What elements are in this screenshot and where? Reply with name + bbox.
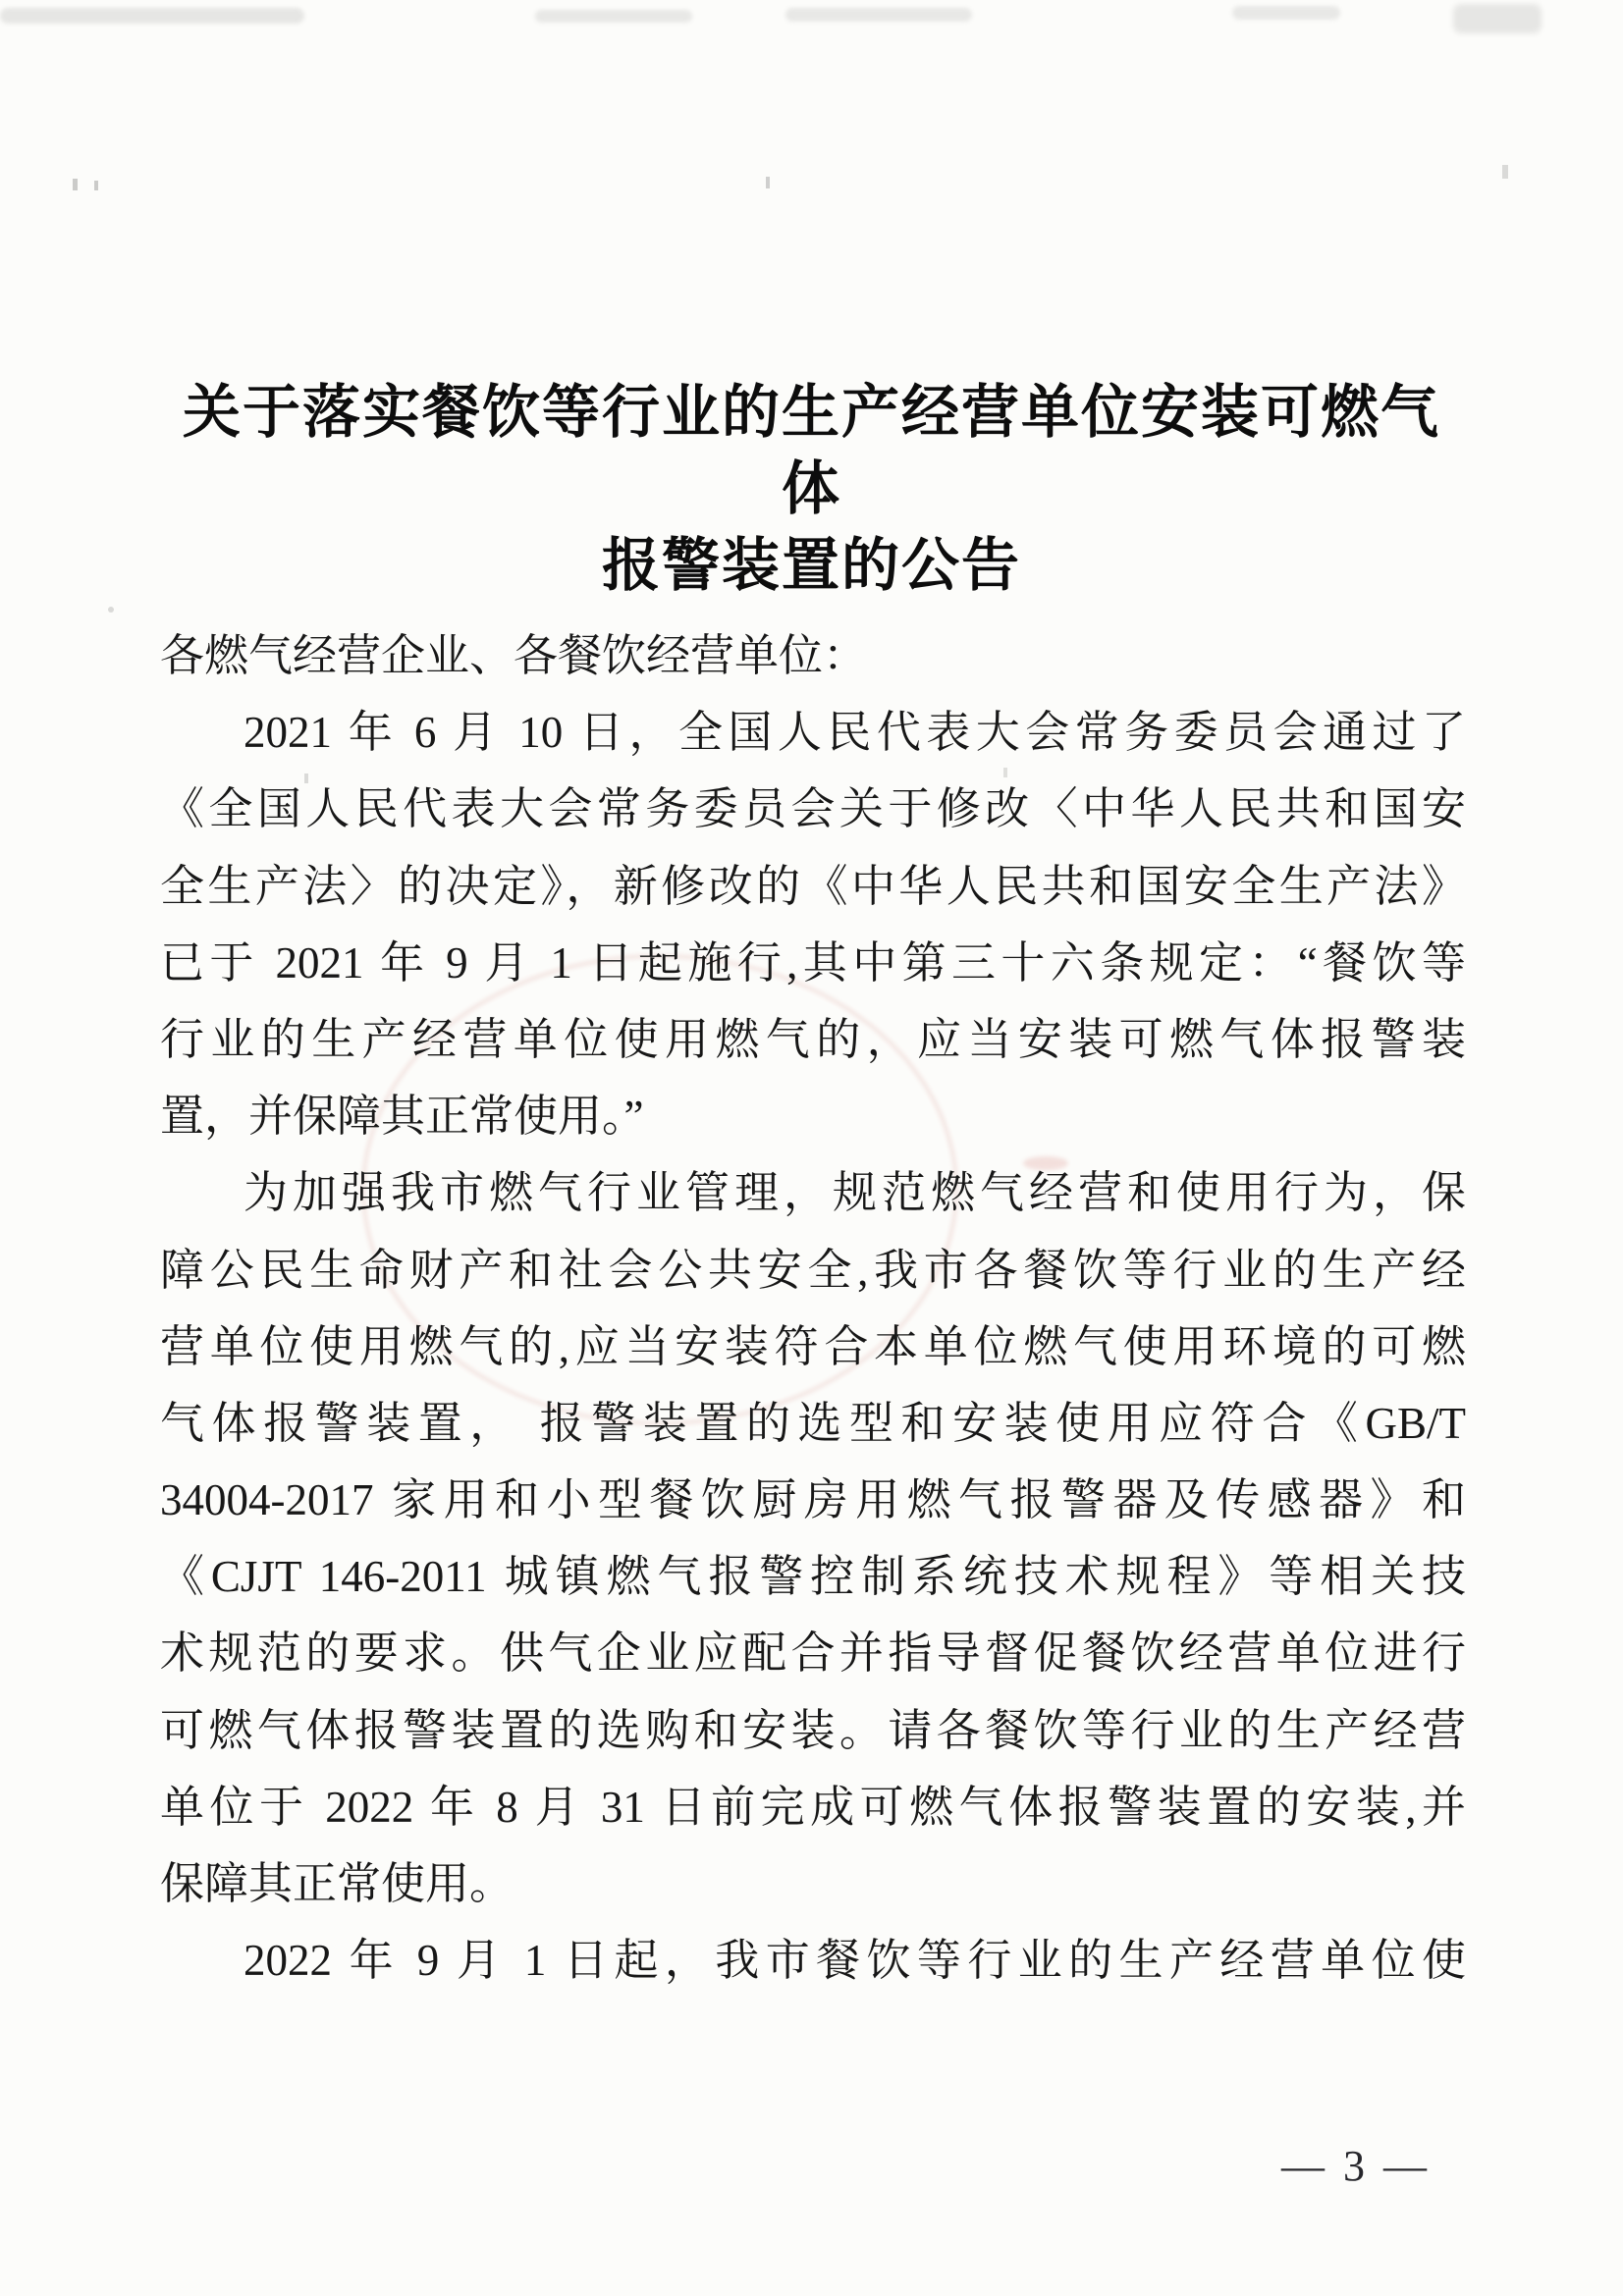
- scan-noise: [1502, 165, 1508, 179]
- title-line-2: 报警装置的公告: [601, 533, 1021, 598]
- scan-noise: [73, 179, 78, 190]
- text-line: 全生产法〉的决定》，新修改的《中华人民共和国安全生产法》: [160, 861, 1466, 911]
- scan-noise: [1453, 4, 1542, 33]
- text-line: 可燃气体报警装置的选购和安装。请各餐饮等行业的生产经营: [160, 1705, 1466, 1755]
- scan-noise: [94, 181, 98, 190]
- document-title: [155, 374, 1468, 604]
- scan-noise: [1232, 6, 1340, 20]
- text-line: 2021 年 6 月 10 日，全国人民代表大会常务委员会通过了: [243, 708, 1466, 758]
- text-line: 已于 2021 年 9 月 1 日起施行,其中第三十六条规定：“餐饮等: [160, 937, 1466, 988]
- text-line: 《全国人民代表大会常务委员会关于修改〈中华人民共和国安: [160, 784, 1466, 834]
- scan-noise: [766, 177, 770, 188]
- text-line: 保障其正常使用。: [160, 1859, 514, 1908]
- text-line: 营单位使用燃气的,应当安装符合本单位燃气使用环境的可燃: [160, 1321, 1466, 1371]
- text-line: 各燃气经营企业、各餐饮经营单位：: [160, 631, 868, 680]
- text-line: 气体报警装置， 报警装置的选型和安装使用应符合《GB/T: [160, 1398, 1466, 1448]
- scan-noise: [108, 607, 114, 613]
- text-line: 《CJJT 146-2011 城镇燃气报警控制系统技术规程》等相关技: [160, 1552, 1466, 1602]
- text-line: 2022 年 9 月 1 日起，我市餐饮等行业的生产经营单位使: [243, 1936, 1466, 1986]
- page-number: — 3 —: [1281, 2142, 1431, 2190]
- text-line: 障公民生命财产和社会公共安全,我市各餐饮等行业的生产经: [160, 1245, 1466, 1295]
- text-line: 行业的生产经营单位使用燃气的，应当安装可燃气体报警装: [160, 1014, 1466, 1064]
- text-line: 单位于 2022 年 8 月 31 日前完成可燃气体报警装置的安装,并: [160, 1782, 1466, 1832]
- text-line: 术规范的要求。供气企业应配合并指导督促餐饮经营单位进行: [160, 1629, 1466, 1679]
- scan-noise: [535, 10, 692, 23]
- text-line: 置，并保障其正常使用。”: [160, 1092, 644, 1142]
- title-line-1: 关于落实餐饮等行业的生产经营单位安装可燃气体: [182, 380, 1440, 521]
- scan-noise: [785, 8, 972, 22]
- document-body: [160, 617, 1466, 1999]
- scan-noise: [0, 8, 304, 24]
- text-line: 34004-2017 家用和小型餐饮厨房用燃气报警器及传感器》和: [160, 1475, 1466, 1525]
- text-line: 为加强我市燃气行业管理，规范燃气经营和使用行为，保: [243, 1168, 1466, 1218]
